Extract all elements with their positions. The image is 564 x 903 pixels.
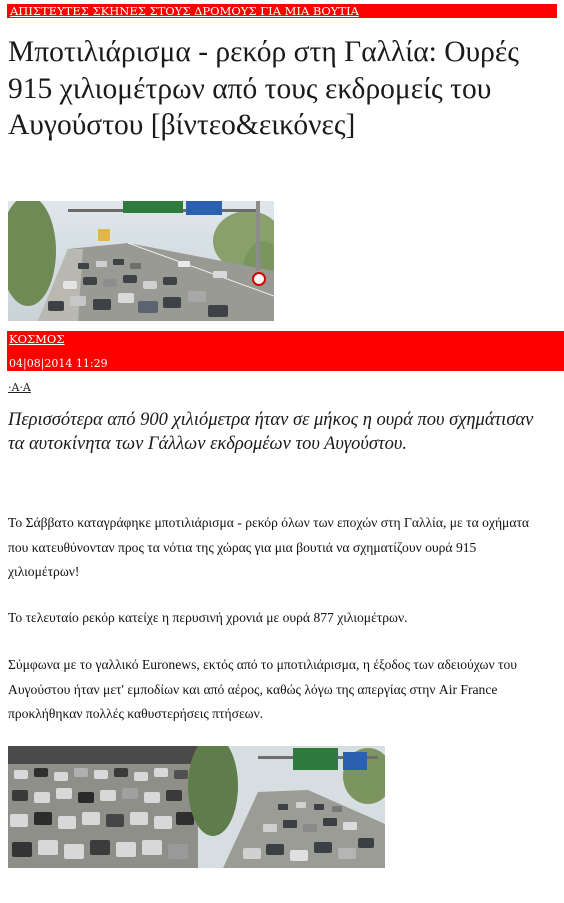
article-meta-bar — [7, 331, 564, 371]
article-paragraph: Το Σάββατο καταγράφηκε μποτιλιάρισμα - ρεκόρ όλων των εποχών στη Γαλλία, με τα οχήματα που κατευθύνονταν προς τα νότια της χώρας για μια βουτιά να σχηματίζουν ουρά 915 χιλιομέτρων! — [8, 515, 530, 579]
top-news-ticker-link[interactable]: ΑΠΙΣΤΕΥΤΕΣ ΣΚΗΝΕΣ ΣΤΟΥΣ ΔΡΟΜΟΥΣ ΓΙΑ ΜΙΑ ΒΟΥΤΙΑ — [7, 4, 557, 18]
font-size-toggle[interactable]: ·A·A — [8, 381, 31, 394]
hero-traffic-photo — [8, 201, 274, 321]
traffic-photo-collage — [8, 746, 385, 868]
publish-datetime: 04|08|2014 11:29 — [9, 357, 108, 370]
article-lead: Περισσότερα από 900 χιλιόμετρα ήταν σε μήκος η ουρά που σχημάτισαν τα αυτοκίνητα των Γάλλων εκδρομέων του Αυγούστου. — [8, 410, 534, 454]
article-title: Μποτιλιάρισμα - ρεκόρ στη Γαλλία: Ουρές 915 χιλιομέτρων από τους εκδρομείς του Αυγούστου [βίντεο&εικόνες] — [8, 36, 519, 141]
category-link[interactable]: ΚΟΣΜΟΣ — [9, 332, 65, 346]
article-paragraph: Το τελευταίο ρεκόρ κατείχε η περυσινή χρονιά με ουρά 877 χιλιομέτρων. — [8, 610, 408, 625]
article-paragraph: Σύμφωνα με το γαλλικό Euronews, εκτός από το μποτιλιάρισμα, η έξοδος των αδειούχων του Αυγούστου ήταν μετ' εμποδίων και από αέρος, καθώς λόγω της απεργίας στην Air France προκλήθηκαν πολλές καθυστερήσεις πτήσεων. — [8, 657, 517, 721]
